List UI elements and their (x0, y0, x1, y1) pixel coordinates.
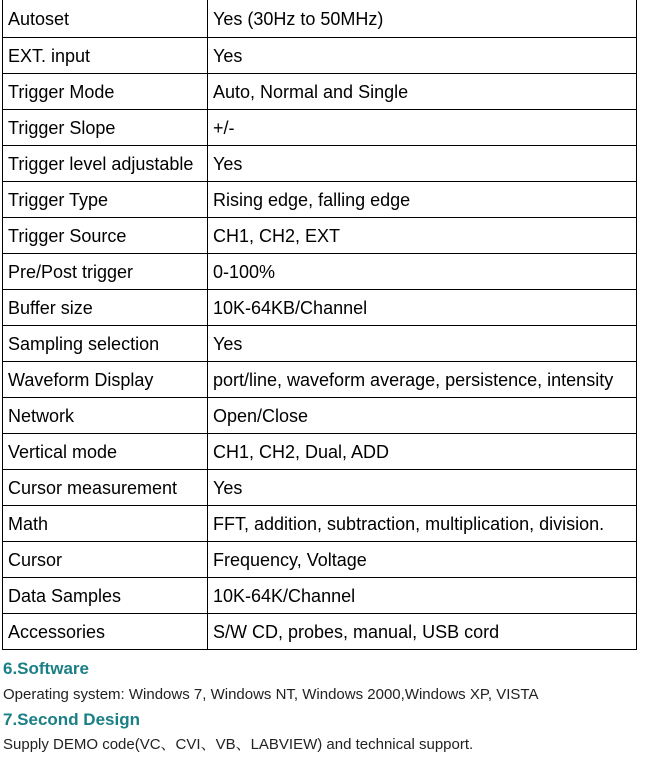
spec-value: CH1, CH2, EXT (208, 218, 637, 254)
spec-label: Cursor (3, 542, 208, 578)
spec-value: S/W CD, probes, manual, USB cord (208, 614, 637, 650)
spec-value: Frequency, Voltage (208, 542, 637, 578)
spec-value: +/- (208, 110, 637, 146)
table-row (3, 218, 637, 254)
spec-label: Trigger Slope (3, 110, 208, 146)
spec-value: Yes (208, 470, 637, 506)
spec-value: Yes (30Hz to 50MHz) (208, 0, 637, 38)
spec-value: Open/Close (208, 398, 637, 434)
table-row (3, 0, 637, 38)
spec-label: Sampling selection (3, 326, 208, 362)
spec-value: CH1, CH2, Dual, ADD (208, 434, 637, 470)
table-row (3, 38, 637, 74)
table-row (3, 146, 637, 182)
spec-label: Trigger Type (3, 182, 208, 218)
spec-value: Yes (208, 146, 637, 182)
spec-label: Accessories (3, 614, 208, 650)
software-heading: 6.Software (3, 659, 89, 678)
table-row (3, 506, 637, 542)
spec-label: Vertical mode (3, 434, 208, 470)
spec-table (2, 0, 637, 650)
spec-label: Trigger Mode (3, 74, 208, 110)
table-row (3, 326, 637, 362)
table-row (3, 362, 637, 398)
spec-label: Data Samples (3, 578, 208, 614)
spec-label: Pre/Post trigger (3, 254, 208, 290)
spec-value: Yes (208, 326, 637, 362)
spec-label: Cursor measurement (3, 470, 208, 506)
spec-value: Auto, Normal and Single (208, 74, 637, 110)
spec-value: FFT, addition, subtraction, multiplication, division. (208, 506, 637, 542)
spec-label: EXT. input (3, 38, 208, 74)
second-design-text: Supply DEMO code(VC、CVI、VB、LABVIEW) and technical support. (3, 736, 474, 753)
second-design-heading: 7.Second Design (3, 710, 140, 729)
spec-label: Waveform Display (3, 362, 208, 398)
table-row (3, 254, 637, 290)
table-row (3, 578, 637, 614)
spec-value: Yes (208, 38, 637, 74)
table-row (3, 290, 637, 326)
table-row (3, 614, 637, 650)
spec-value: Rising edge, falling edge (208, 182, 637, 218)
spec-label: Buffer size (3, 290, 208, 326)
table-row (3, 434, 637, 470)
spec-label: Autoset (3, 0, 208, 38)
spec-value: port/line, waveform average, persistence, intensity (208, 362, 637, 398)
table-row (3, 542, 637, 578)
spec-label: Trigger level adjustable (3, 146, 208, 182)
table-row (3, 182, 637, 218)
spec-label: Math (3, 506, 208, 542)
table-row (3, 110, 637, 146)
table-row (3, 398, 637, 434)
spec-value: 0-100% (208, 254, 637, 290)
software-text: Operating system: Windows 7, Windows NT, Windows 2000,Windows XP, VISTA (3, 686, 539, 703)
table-row (3, 74, 637, 110)
spec-label: Trigger Source (3, 218, 208, 254)
spec-value: 10K-64K/Channel (208, 578, 637, 614)
spec-label: Network (3, 398, 208, 434)
table-row (3, 470, 637, 506)
spec-value: 10K-64KB/Channel (208, 290, 637, 326)
